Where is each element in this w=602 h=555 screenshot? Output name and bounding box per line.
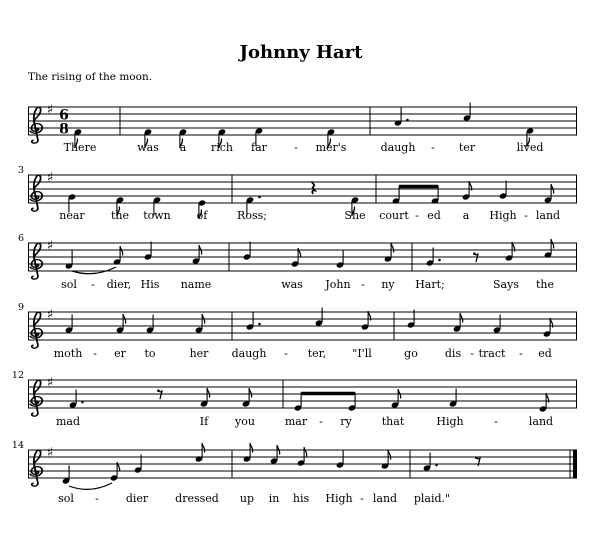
lyric-syllable: -	[319, 415, 323, 428]
note	[543, 319, 553, 338]
lyric-syllable: She	[344, 209, 366, 222]
lyric-syllable: mad	[55, 415, 81, 428]
lyric-syllable: -	[93, 347, 97, 360]
lyric-syllable: -	[95, 492, 99, 505]
note	[65, 251, 73, 270]
lyric-syllable: John	[325, 278, 351, 291]
staff-system-5	[12, 370, 577, 428]
note	[463, 103, 471, 122]
measure-number: 6	[17, 233, 24, 244]
note	[392, 186, 400, 205]
key-signature-sharp: ♯	[46, 307, 54, 323]
lyric-syllable: a	[179, 141, 187, 154]
note	[65, 315, 73, 334]
staff-system-4	[18, 302, 577, 360]
note	[394, 108, 409, 127]
treble-clef-icon	[30, 243, 42, 279]
lyric-syllable: land	[535, 209, 561, 222]
key-signature-sharp: ♯	[46, 445, 54, 461]
time-signature-upper: 6	[59, 107, 69, 124]
lyric-syllable: If	[199, 415, 209, 428]
lyric-syllable: in	[268, 492, 280, 505]
note	[499, 181, 507, 200]
lyric-syllable: sol	[61, 278, 77, 291]
piece-subtitle: The rising of the moon.	[28, 71, 153, 83]
note	[391, 390, 401, 409]
note	[544, 185, 554, 204]
lyric-syllable: tract	[478, 347, 506, 360]
note	[431, 186, 439, 205]
lyric-syllable: sol	[58, 492, 74, 505]
measure-number: 14	[11, 440, 24, 451]
note	[381, 451, 391, 470]
treble-clef-icon	[30, 175, 42, 211]
note	[270, 446, 280, 465]
note	[113, 247, 123, 266]
lyric-syllable: rich	[210, 141, 234, 154]
lyric-syllable: There	[63, 141, 97, 154]
lyric-syllable: -	[91, 278, 95, 291]
time-signature-lower: 8	[59, 121, 69, 138]
lyric-syllable: er	[114, 347, 126, 360]
lyric-syllable: daugh	[231, 347, 267, 360]
lyric-syllable: -	[431, 141, 435, 154]
lyric-syllable: High	[325, 492, 353, 505]
quarter-rest	[312, 182, 315, 193]
lyric-syllable: dier,	[106, 278, 132, 291]
note	[246, 312, 261, 331]
note	[453, 314, 463, 333]
lyric-syllable: near	[59, 209, 85, 222]
augmentation-dot	[258, 196, 261, 199]
lyric-syllable: mer's	[315, 141, 347, 154]
lyric-syllable: His	[140, 278, 160, 291]
lyric-syllable: Says	[493, 278, 519, 291]
lyric-syllable: far	[251, 141, 267, 154]
note	[110, 463, 120, 482]
note	[336, 450, 344, 469]
note	[62, 466, 70, 485]
lyric-syllable: -	[360, 492, 364, 505]
note	[423, 453, 438, 472]
lyric-syllable: ny	[381, 278, 395, 291]
slur	[72, 267, 116, 274]
note	[462, 182, 472, 201]
treble-clef-icon	[30, 380, 42, 416]
note	[384, 244, 394, 263]
note	[192, 246, 202, 265]
staff-system-3	[18, 233, 577, 291]
lyric-syllable: -	[494, 415, 498, 428]
lyric-syllable: was	[137, 141, 159, 154]
lyric-syllable: go	[404, 347, 418, 360]
lyric-syllable: -	[519, 347, 523, 360]
note	[116, 315, 126, 334]
lyric-syllable: of	[196, 209, 208, 222]
lyric-syllable: -	[524, 209, 528, 222]
lyric-syllable: ter	[458, 141, 476, 154]
key-signature-sharp: ♯	[46, 375, 54, 391]
lyric-syllable: the	[110, 209, 130, 222]
augmentation-dot	[81, 401, 84, 404]
lyric-syllable: moth	[53, 347, 83, 360]
measure-number: 9	[17, 302, 24, 313]
note	[493, 315, 501, 334]
lyric-syllable: land	[528, 415, 554, 428]
key-signature-sharp: ♯	[46, 238, 54, 254]
lyric-syllable: was	[281, 278, 303, 291]
staff-system-6	[12, 440, 577, 505]
lyric-syllable: her	[189, 347, 209, 360]
measure-number: 12	[11, 370, 24, 381]
note	[195, 444, 205, 463]
treble-clef-icon	[30, 312, 42, 348]
lyric-syllable: -	[415, 209, 419, 222]
note	[69, 390, 84, 409]
lyric-syllable: you	[235, 415, 255, 428]
lyric-syllable: -	[361, 278, 365, 291]
final-barline-thick	[573, 450, 577, 478]
lyric-syllable: dressed	[175, 492, 219, 505]
lyric-syllable: plaid."	[413, 492, 451, 505]
lyric-syllable: ed	[427, 209, 441, 222]
treble-clef-icon	[30, 450, 42, 486]
note	[242, 389, 252, 408]
lyric-syllable: High	[489, 209, 517, 222]
note	[243, 242, 251, 261]
lyric-syllable: the	[535, 278, 555, 291]
note	[144, 242, 152, 261]
note	[348, 393, 356, 412]
note	[315, 308, 323, 327]
lyric-syllable: name	[180, 278, 212, 291]
piece-title: Johnny Hart	[239, 42, 363, 63]
lyric-syllable: ry	[340, 415, 352, 428]
lyric-syllable: -	[294, 141, 298, 154]
note	[294, 393, 302, 412]
lyric-syllable: court	[379, 209, 409, 222]
slur	[69, 483, 112, 489]
note	[146, 315, 154, 334]
lyric-syllable: ed	[538, 347, 552, 360]
lyric-syllable: mar	[284, 415, 308, 428]
key-signature-sharp: ♯	[46, 102, 54, 118]
note	[200, 389, 210, 408]
note	[336, 250, 344, 269]
treble-clef-icon	[30, 107, 42, 143]
lyric-syllable: dis	[444, 347, 462, 360]
lyric-syllable: lived	[516, 141, 544, 154]
note	[291, 249, 301, 268]
lyric-syllable: his	[292, 492, 310, 505]
lyric-syllable: -	[470, 347, 474, 360]
lyric-syllable: land	[372, 492, 398, 505]
lyric-syllable: a	[462, 209, 470, 222]
augmentation-dot	[406, 119, 409, 122]
augmentation-dot	[438, 259, 441, 262]
lyric-syllable: Ross;	[237, 209, 267, 222]
lyric-syllable: "I'll	[352, 347, 372, 360]
augmentation-dot	[258, 323, 261, 326]
lyric-syllable: town	[143, 209, 171, 222]
key-signature-sharp: ♯	[46, 170, 54, 186]
staff-system-1	[28, 103, 577, 155]
note	[544, 240, 554, 259]
lyric-syllable: daugh	[380, 141, 416, 154]
staff-system-2	[18, 165, 577, 222]
note	[505, 243, 515, 262]
lyric-syllable: High	[436, 415, 464, 428]
note	[361, 312, 371, 331]
lyric-syllable: Hart;	[415, 278, 445, 291]
lyric-syllable: that	[381, 415, 405, 428]
lyric-syllable: -	[284, 347, 288, 360]
lyric-syllable: dier	[125, 492, 149, 505]
note	[243, 444, 253, 463]
note	[539, 394, 549, 413]
lyric-syllable: to	[144, 347, 156, 360]
lyric-syllable: ter,	[307, 347, 327, 360]
note	[195, 315, 205, 334]
augmentation-dot	[435, 464, 438, 467]
lyric-syllable: up	[239, 492, 255, 505]
measure-number: 3	[17, 165, 24, 176]
note	[449, 389, 457, 408]
